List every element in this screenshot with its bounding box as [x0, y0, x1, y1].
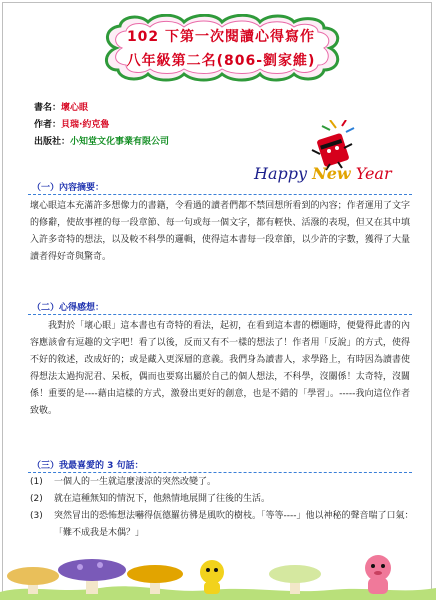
- book-title-label: 書名：: [34, 103, 62, 113]
- decorative-mushroom-scene: [0, 548, 436, 600]
- section-reflection-paragraph: 我對於「壞心眼」這本書也有奇特的看法，起初，在看到這本書的標題時，便覺得此書的內容應該會有逗趣的文字吧！看了以後，反而又有不一樣的想法了！作者用「反說」的方式，使得不好的敘述，改成好的；或是藏入更深層的意義。我們身為讀書人，求學路上，有時因為讀書使得想法太過拘泥君、呆板，偶而也要寫出屬於自己的個人想法，不科學，沒關係！太奇特，沒關係！重要的是----藉由這樣的方式，激發出更好的創意，也是不錯的「學習」。-----我向這位作者致敬。: [30, 321, 410, 416]
- section-favorite-quotes-heading: [32, 458, 144, 471]
- greeting-year: Year: [355, 164, 392, 183]
- greeting-new: New: [312, 164, 351, 183]
- pink-creature-icon: [365, 555, 391, 581]
- book-title-value: 壞心眼: [61, 103, 89, 113]
- author-value: 貝瑞·約克魯: [61, 120, 110, 130]
- yellow-creature-icon: [200, 560, 224, 584]
- publisher-label: 出版社：: [34, 137, 71, 147]
- favorite-quotes-list: [30, 474, 414, 542]
- title-line-2: 八年級第二名(806-劉家維): [126, 53, 316, 69]
- happy-new-year-graphic: [250, 120, 400, 202]
- section-favorite-quotes-heading-text: （三）我最喜愛的 3 句話：: [32, 461, 144, 471]
- title-line-1: 102 下第一次閱讀心得寫作: [126, 29, 316, 45]
- section-summary-rule: [28, 194, 412, 195]
- section-reflection-heading: [32, 300, 104, 313]
- section-summary-heading: [32, 180, 104, 193]
- book-info: [34, 100, 169, 151]
- quote-number: (3): [30, 511, 43, 521]
- publisher-row: [34, 134, 169, 151]
- quote-text: 一個人的一生就這麼淒涼的突然改變了。: [54, 477, 217, 487]
- happy-new-year-text: [254, 164, 392, 183]
- section-summary-paragraph: 壞心眼這本充滿許多想像力的書籍，令看過的讀者們都不禁回想所看到的內容；作者運用了文字的修辭，使故事裡的每一段章節、每一句或每一個文字，都有輕快、活潑的表現，但又在其中填入許多奇特的想法，以及較不科學的邏輯，使得這本書每一段章節，以少許的字數，獲得了大量讀者得好奇與驚奇。: [30, 201, 410, 262]
- firecracker-icon: [250, 120, 400, 202]
- list-item: [30, 474, 414, 491]
- section-summary-heading-text: （一）內容摘要：: [32, 183, 105, 193]
- quote-number: (1): [30, 477, 43, 487]
- publisher-value: 小知堂文化事業有限公司: [70, 137, 170, 147]
- author-row: [34, 117, 169, 134]
- list-item: [30, 491, 414, 508]
- quote-text: 突然冒出的恐怖想法嚇得佤德羅彷彿是風吹的樹枝。「等等----」他以神秘的聲音喘了口氣：「難不成我是木偶？」: [54, 511, 414, 538]
- list-item: [30, 508, 414, 542]
- quote-text: 就在這種無知的情況下，他熱情地展開了往後的生活。: [54, 494, 271, 504]
- banner-cloud-shape: [96, 14, 346, 82]
- section-favorite-quotes-rule: [28, 472, 412, 473]
- section-reflection-heading-text: （二）心得感想：: [32, 303, 105, 313]
- greeting-happy: Happy: [254, 164, 308, 183]
- title-banner: [96, 14, 346, 82]
- mushroom-cap-icon: [7, 567, 59, 585]
- book-title-row: [34, 100, 169, 117]
- quote-number: (2): [30, 494, 43, 504]
- section-reflection-rule: [28, 314, 412, 315]
- author-label: 作者：: [34, 120, 62, 130]
